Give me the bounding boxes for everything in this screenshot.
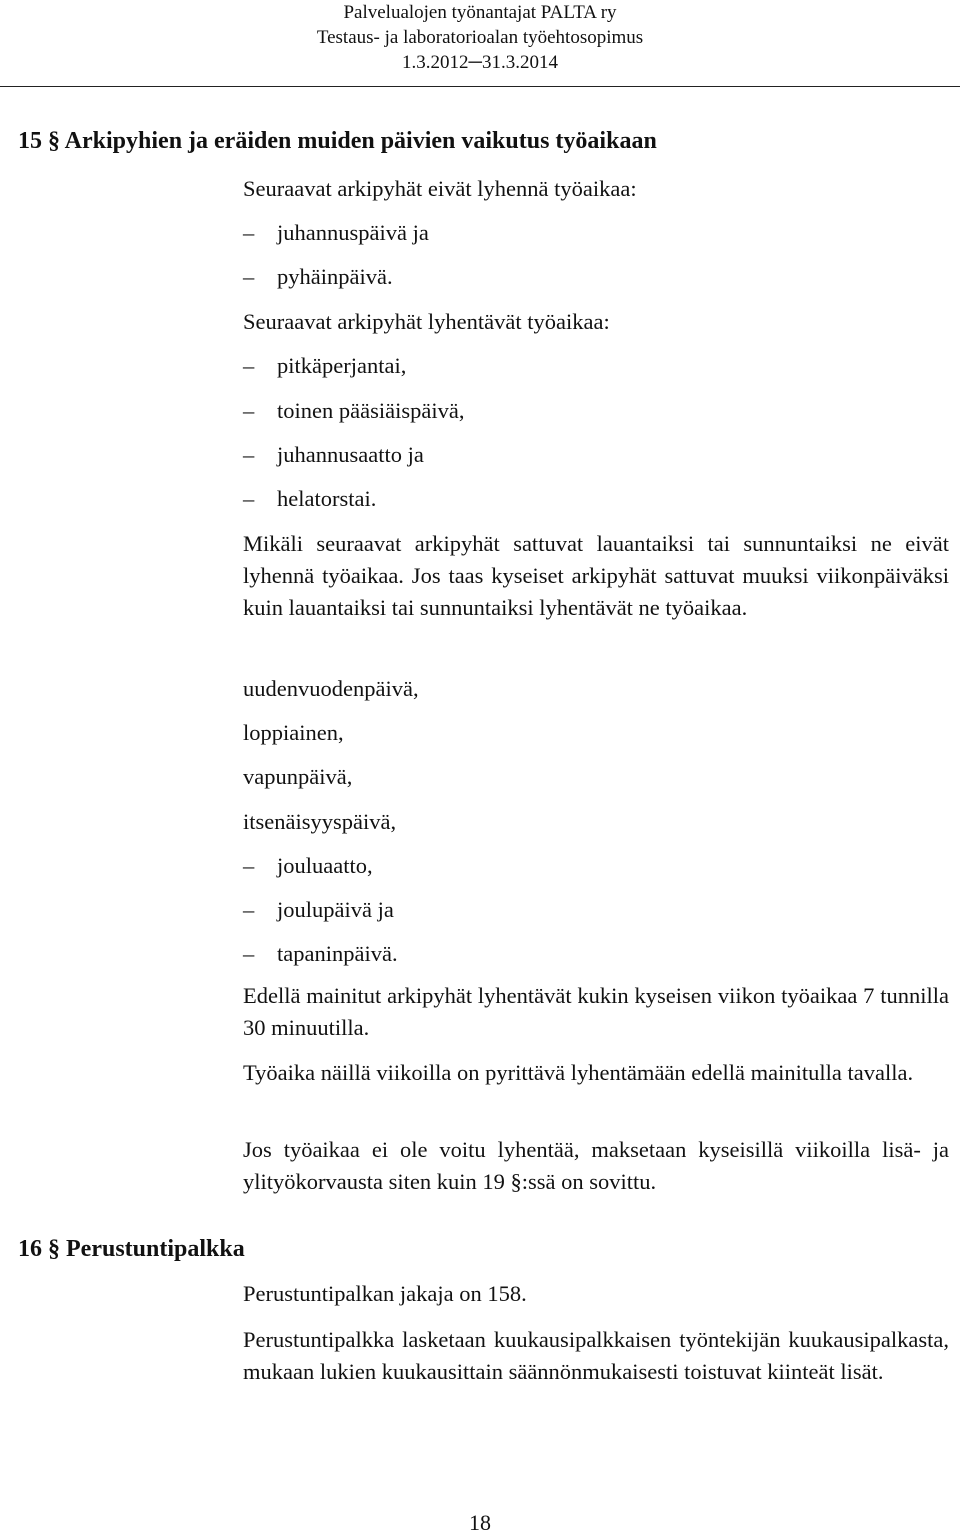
paragraph-divisor: Perustuntipalkan jakaja on 158. [243,1281,527,1306]
plain-list-item: loppiainen, [243,720,344,745]
intro-shortening: Seuraavat arkipyhät lyhentävät työaikaa: [243,309,610,334]
header-divider [0,86,960,87]
list-item-text: joulupäivä ja [277,897,394,922]
plain-list-item: vapunpäivä, [243,764,353,789]
paragraph-weekend-rule: Mikäli seuraavat arkipyhät sattuvat lauantaiksi tai sunnuntaiksi ne eivät lyhennä työaikaa. Jos taas kyseiset arkipyhät sattuvat muuksi viikonpäiväksi kuin lauantaiksi tai sunnuntaiksi lyhentävät ne työaikaa. [243,531,949,620]
page-header [0,0,960,75]
page-number: 18 [469,1510,491,1535]
list-item-text: pyhäinpäivä. [277,264,393,289]
paragraph-hourly-pay-calculation: Perustuntipalkka lasketaan kuukausipalkkaisen työntekijän kuukausipalkasta, mukaan lukien kuukausittain säännönmukaisesti toistuvat kiinteät lisät. [243,1327,949,1384]
dash-bullet: – [243,486,255,511]
list-item [243,220,429,246]
dash-bullet: – [243,264,255,289]
plain-list-item: itsenäisyyspäivä, [243,809,397,834]
paragraph-shortening-amount: Edellä mainitut arkipyhät lyhentävät kukin kyseisen viikon työaikaa 7 tunnilla 30 minuutilla. [243,983,949,1040]
dash-bullet: – [243,398,255,423]
list-item-text: helatorstai. [277,486,377,511]
dash-bullet: – [243,442,255,467]
section-16-title: 16 § Perustuntipalkka [18,1236,245,1262]
list-item [243,442,424,468]
section-15-title: 15 § Arkipyhien ja eräiden muiden päivien vaikutus työaikaan [18,128,657,154]
list-item [243,486,376,512]
list-item-text: tapaninpäivä. [277,941,398,966]
header-organization: Palvelualojen työnantajat PALTA ry [343,2,617,23]
list-item [243,941,398,967]
header-agreement: Testaus- ja laboratorioalan työehtosopimus [316,27,644,48]
list-item [243,398,464,424]
list-item [243,897,394,923]
dash-bullet: – [243,853,255,878]
dash-bullet: – [243,897,255,922]
plain-list-item: uudenvuodenpäivä, [243,676,419,701]
paragraph-compensation: Jos työaikaa ei ole voitu lyhentää, maksetaan kyseisillä viikoilla lisä- ja ylityökorvausta siten kuin 19 §:ssä on sovittu. [243,1137,949,1194]
list-item-text: juhannuspäivä ja [277,220,429,245]
list-item-text: juhannusaatto ja [277,442,424,467]
header-validity: 1.3.2012─31.3.2014 [402,52,558,73]
dash-bullet: – [243,941,255,966]
paragraph-shortening-goal: Työaika näillä viikoilla on pyrittävä lyhentämään edellä mainitulla tavalla. [243,1060,914,1085]
list-item [243,353,406,379]
list-item-text: toinen pääsiäispäivä, [277,398,465,423]
list-item-text: jouluaatto, [277,853,373,878]
list-item-text: pitkäperjantai, [277,353,407,378]
list-item [243,853,373,879]
dash-bullet: – [243,353,255,378]
dash-bullet: – [243,220,255,245]
intro-non-shortening: Seuraavat arkipyhät eivät lyhennä työaikaa: [243,176,637,201]
list-item [243,264,393,290]
